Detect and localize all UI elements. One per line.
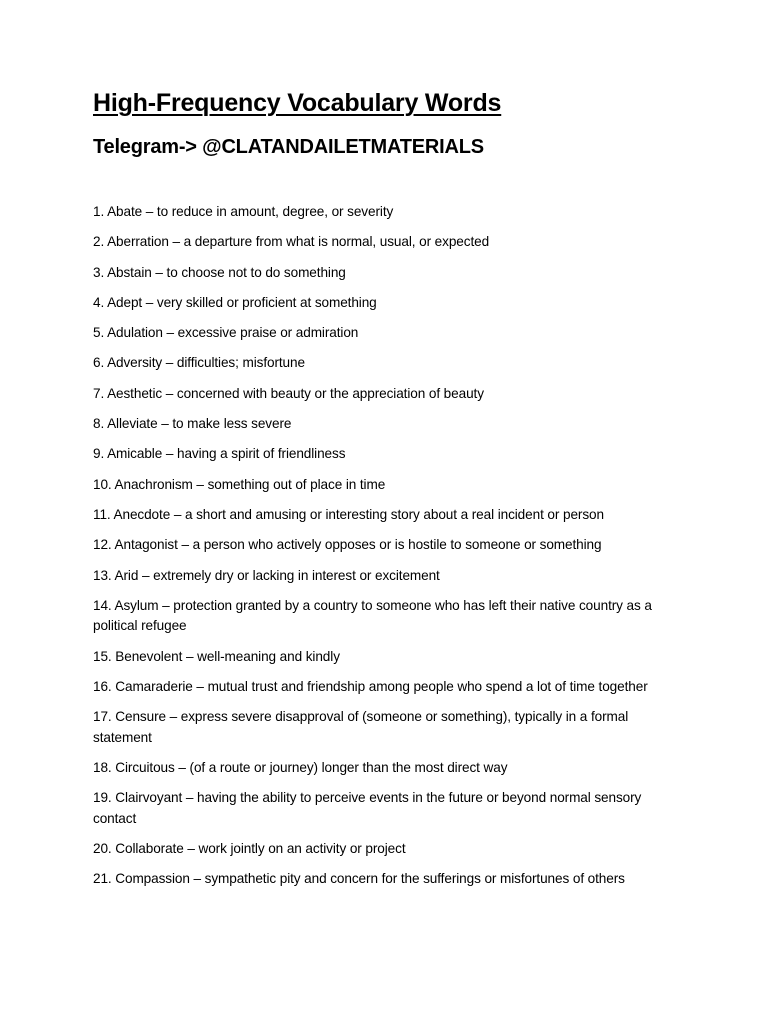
list-item: 4. Adept – very skilled or proficient at something <box>93 294 377 310</box>
list-item: 2. Aberration – a departure from what is normal, usual, or expected <box>93 234 490 250</box>
list-item: 7. Aesthetic – concerned with beauty or the appreciation of beauty <box>93 385 484 401</box>
list-item: 21. Compassion – sympathetic pity and concern for the sufferings or misfortunes of others <box>93 871 625 887</box>
telegram-handle: Telegram-> @CLATANDAILETMATERIALS <box>93 136 484 158</box>
list-item: 1. Abate – to reduce in amount, degree, or severity <box>93 204 394 219</box>
vocabulary-list <box>93 202 673 890</box>
list-item: 13. Arid – extremely dry or lacking in interest or excitement <box>93 567 440 583</box>
list-item: 16. Camaraderie – mutual trust and friendship among people who spend a lot of time together <box>93 678 648 694</box>
list-item: 10. Anachronism – something out of place in time <box>93 476 386 492</box>
list-item: 15. Benevolent – well-meaning and kindly <box>93 648 340 664</box>
list-item: 17. Censure – express severe disapproval of (someone or something), typically in a formal statement <box>93 709 629 745</box>
list-item: 8. Alleviate – to make less severe <box>93 416 292 432</box>
list-item: 5. Adulation – excessive praise or admiration <box>93 325 359 341</box>
list-item: 14. Asylum – protection granted by a country to someone who has left their native country as a political refugee <box>93 597 652 634</box>
list-item: 6. Adversity – difficulties; misfortune <box>93 355 305 371</box>
list-item: 12. Antagonist – a person who actively opposes or is hostile to someone or something <box>93 537 602 553</box>
list-item: 18. Circuitous – (of a route or journey) longer than the most direct way <box>93 760 508 776</box>
list-item: 3. Abstain – to choose not to do something <box>93 264 346 280</box>
document-title: High-Frequency Vocabulary Words <box>93 89 502 117</box>
list-item: 9. Amicable – having a spirit of friendliness <box>93 446 346 462</box>
list-item: 19. Clairvoyant – having the ability to perceive events in the future or beyond normal sensory contact <box>93 790 642 826</box>
list-item: 11. Anecdote – a short and amusing or interesting story about a real incident or person <box>93 506 604 522</box>
list-item: 20. Collaborate – work jointly on an activity or project <box>93 841 406 857</box>
document-page <box>93 86 673 900</box>
